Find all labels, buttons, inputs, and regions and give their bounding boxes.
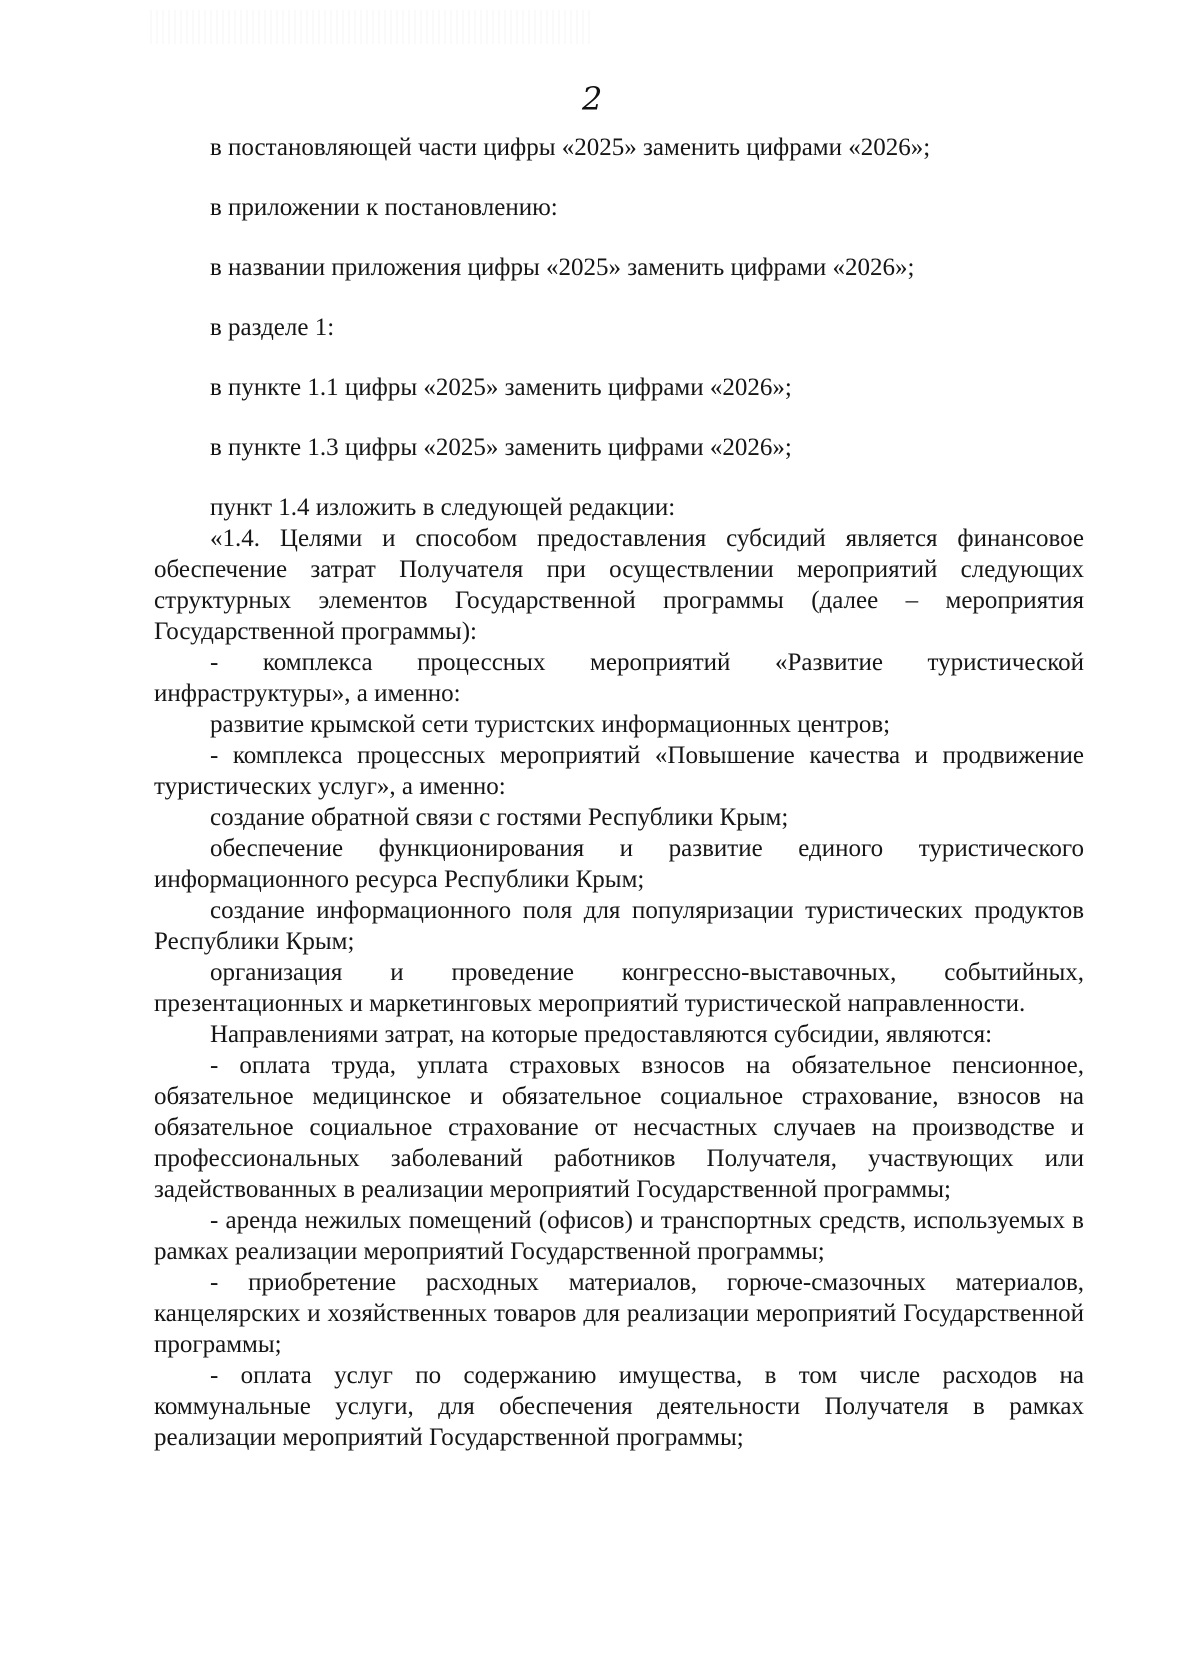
amendment-line: в пункте 1.1 цифры «2025» заменить цифрами «2026»; [210,374,792,401]
paragraph: создание информационного поля для популяризации туристических продуктов Республики Крым; [154,897,1084,955]
paragraph: - оплата труда, уплата страховых взносов на обязательное пенсионное, обязательное медицинское и обязательное социальное страхование, взносов на обязательное социальное страхование от несчастных случаев на производстве и профессиональных заболеваний работников Получателя, участвующих или задействованных в реализации мероприятий Государственной программы; [154,1052,1084,1203]
page-number: 2 [582,80,603,118]
amendment-line: в названии приложения цифры «2025» заменить цифрами «2026»; [210,254,915,281]
scan-artifact [150,10,590,44]
amendment-line: в пункте 1.3 цифры «2025» заменить цифрами «2026»; [210,434,792,461]
paragraph: развитие крымской сети туристских информационных центров; [210,711,891,738]
paragraph: - приобретение расходных материалов, горюче-смазочных материалов, канцелярских и хозяйственных товаров для реализации мероприятий Государственной программы; [154,1269,1084,1358]
paragraph: - комплекса процессных мероприятий «Повышение качества и продвижение туристических услуг», а именно: [154,742,1084,800]
paragraph: создание обратной связи с гостями Республики Крым; [210,804,789,831]
paragraph: - аренда нежилых помещений (офисов) и транспортных средств, используемых в рамках реализации мероприятий Государственной программы; [154,1207,1084,1265]
paragraph: «1.4. Целями и способом предоставления субсидий является финансовое обеспечение затрат Получателя при осуществлении мероприятий следующих структурных элементов Государственной программы (далее – мероприятия Государственной программы): [154,525,1084,645]
paragraph: Направлениями затрат, на которые предоставляются субсидии, являются: [210,1021,993,1048]
paragraph: обеспечение функционирования и развитие единого туристического информационного ресурса Республики Крым; [154,835,1084,893]
paragraph: организация и проведение конгрессно-выставочных, событийных, презентационных и маркетинговых мероприятий туристической направленности. [154,959,1084,1017]
document-body [154,132,1084,1453]
amendment-line: в приложении к постановлению: [210,194,558,221]
amendment-line: в разделе 1: [210,314,335,341]
amendment-line: в постановляющей части цифры «2025» заменить цифрами «2026»; [210,134,931,161]
paragraph: - оплата услуг по содержанию имущества, в том числе расходов на коммунальные услуги, для обеспечения деятельности Получателя в рамках реализации мероприятий Государственной программы; [154,1362,1084,1451]
paragraph: - комплекса процессных мероприятий «Развитие туристической инфраструктуры», а именно: [154,649,1084,707]
amendment-line: пункт 1.4 изложить в следующей редакции: [210,494,676,521]
